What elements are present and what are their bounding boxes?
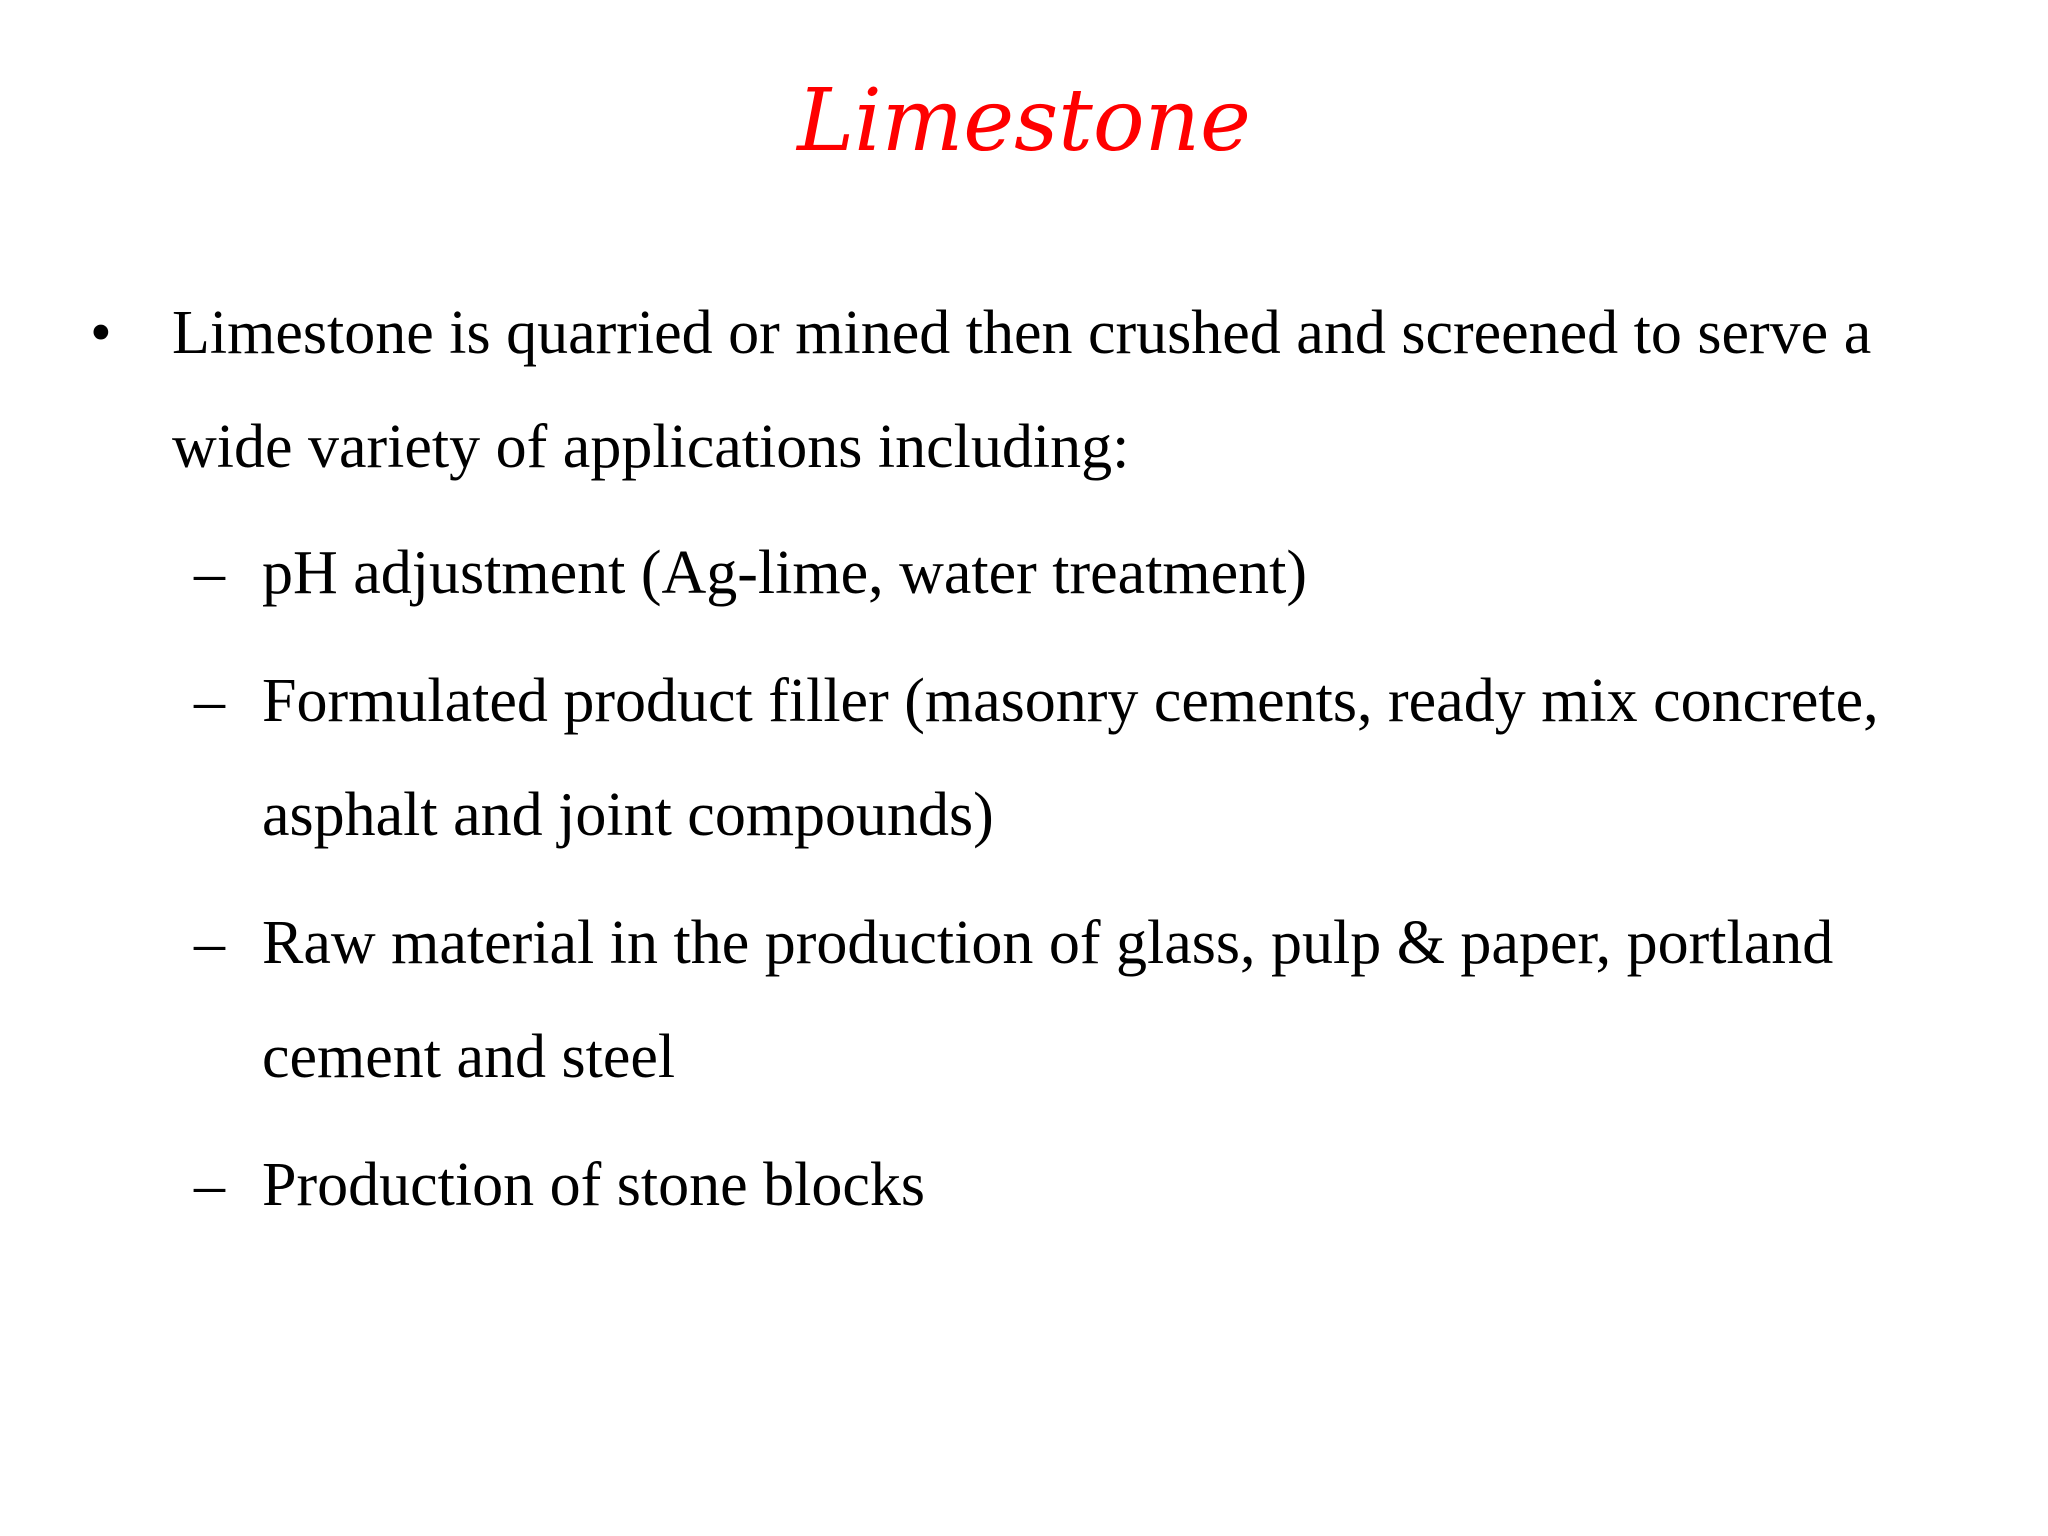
sub-bullet-list	[0, 516, 2048, 1242]
dash-marker: –	[194, 1151, 225, 1219]
sub-bullet-item	[0, 644, 1942, 872]
bullet-list	[0, 276, 2048, 1256]
slide-title: Limestone	[797, 71, 1251, 171]
dash-marker: –	[194, 909, 225, 977]
dash-marker: –	[194, 667, 225, 735]
sub-bullet-item	[0, 516, 1942, 630]
sub-bullet-text: Production of stone blocks	[262, 1151, 925, 1219]
dash-marker: –	[194, 539, 225, 607]
bullet-text: Limestone is quarried or mined then crushed and screened to serve a wide variety of applications including:	[172, 299, 1872, 481]
sub-bullet-item	[0, 1128, 1942, 1242]
sub-bullet-text: Formulated product filler (masonry cements, ready mix concrete, asphalt and joint compounds)	[262, 667, 1879, 849]
bullet-marker: •	[90, 299, 112, 367]
sub-bullet-text: pH adjustment (Ag-lime, water treatment)	[262, 539, 1308, 607]
sub-bullet-item	[0, 886, 1942, 1114]
bullet-item	[0, 276, 1932, 504]
sub-bullet-text: Raw material in the production of glass, pulp & paper, portland cement and steel	[262, 909, 1834, 1091]
